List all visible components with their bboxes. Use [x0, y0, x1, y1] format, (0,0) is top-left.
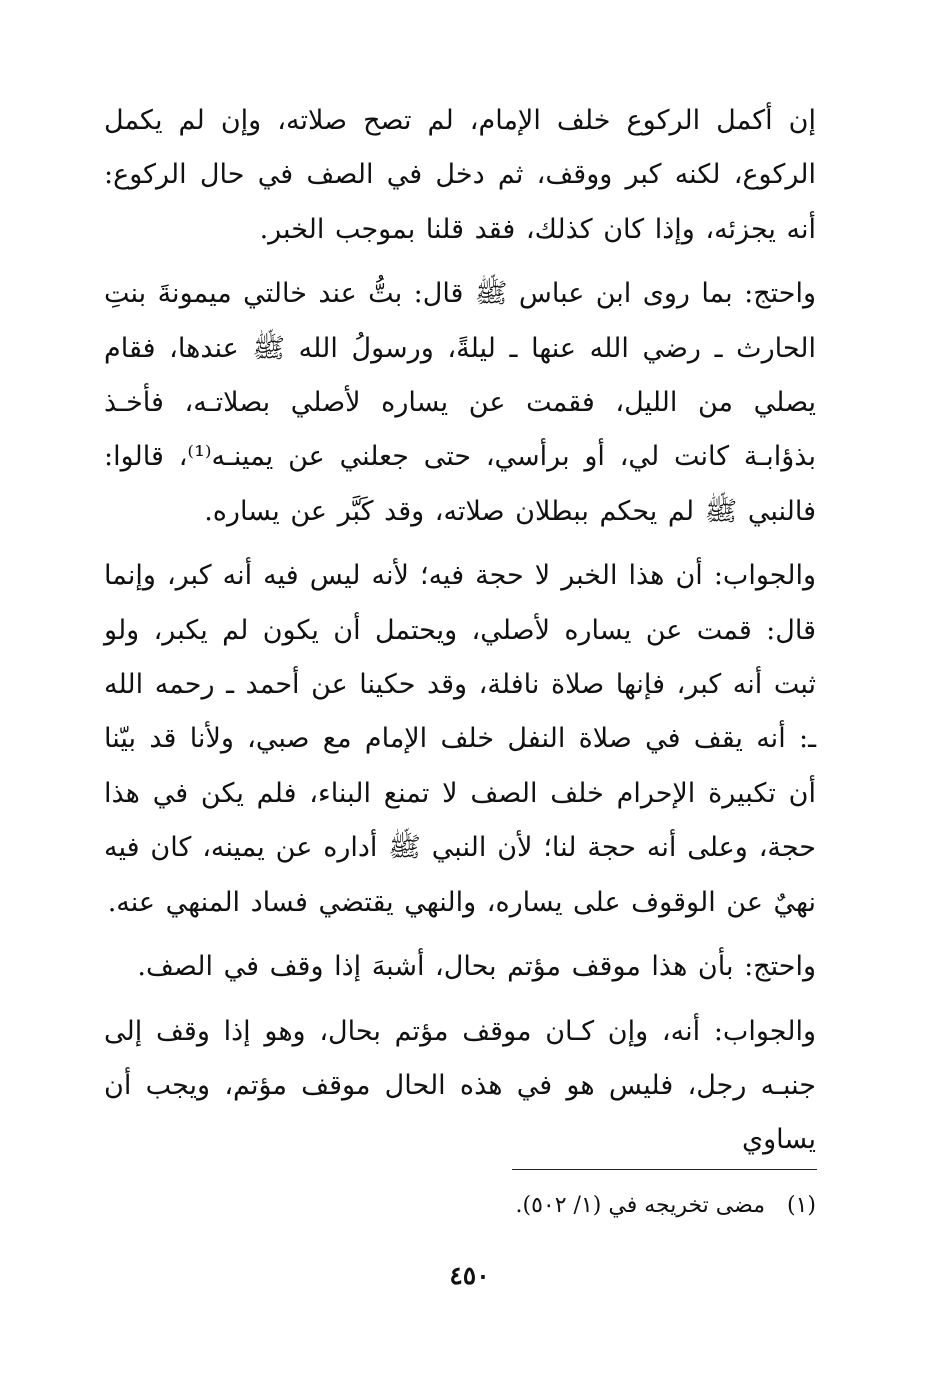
footnote: [104, 1186, 816, 1226]
paragraph-4: واحتج: بأن هذا موقف مؤتم بحال، أشبهَ إذا وقف في الصف.: [137, 951, 816, 983]
paragraph-3: والجواب: أن هذا الخبر لا حجة فيه؛ لأنه ليس فيه أنه كبر، وإنما قال: قمت عن يساره لأصلي، ويحتمل أن يكون لم يكبر، ولو ثبت أنه كبر، فإنها صلاة نافلة، وقد حكينا عن أحمد ـ رحمه الله ـ: أنه يقف في صلاة النفل خلف الإمام مع صبي، ولأنا قد بيّنا أن تكبيرة الإحرام خلف الصف لا تمنع البناء، فلم يكن في هذا حجة، وعلى أنه حجة لنا؛ لأن النبي ﷺ أداره عن يمينه، كان فيه نهيٌ عن الوقوف على يساره، والنهي يقتضي فساد المنهي عنه.: [104, 560, 816, 918]
footnote-number: (١): [786, 1193, 816, 1218]
paragraph-2: واحتج: بما روى ابن عباس ﷺ قال: بتُّ عند خالتي ميمونةَ بنتِ الحارث ـ رضي الله عنها ـ ليلةً، ورسولُ الله ﷺ عندها، فقام يصلي من الليل، فقمت عن يساره لأصلي بصلاتـه، فأخـذ بذؤابـة كانت لي، أو برأسي، حتى جعلني عن يمينـه⁽¹⁾، قالوا: فالنبي ﷺ لم يحكم ببطلان صلاته، وقد كَبَّر عن يساره.: [104, 278, 816, 527]
paragraph-1: إن أكمل الركوع خلف الإمام، لم تصح صلاته، وإن لم يكمل الركوع، لكنه كبر ووقف، ثم دخل في الصف في حال الركوع: أنه يجزئه، وإذا كان كذلك، فقد قلنا بموجب الخبر.: [104, 105, 816, 245]
paragraph-5: والجواب: أنه، وإن كـان موقف مؤتم بحال، وهو إذا وقف إلى جنبـه رجل، فليس هو في هذه الحال موقف مؤتم، ويجب أن يساوي: [104, 1015, 816, 1156]
main-text: [104, 94, 816, 1168]
footnote-text: مضى تخريجه في (١/ ٥٠٢).: [515, 1193, 765, 1218]
page-number: ٤٥٠: [449, 1261, 490, 1290]
footnote-divider: [512, 1169, 817, 1170]
